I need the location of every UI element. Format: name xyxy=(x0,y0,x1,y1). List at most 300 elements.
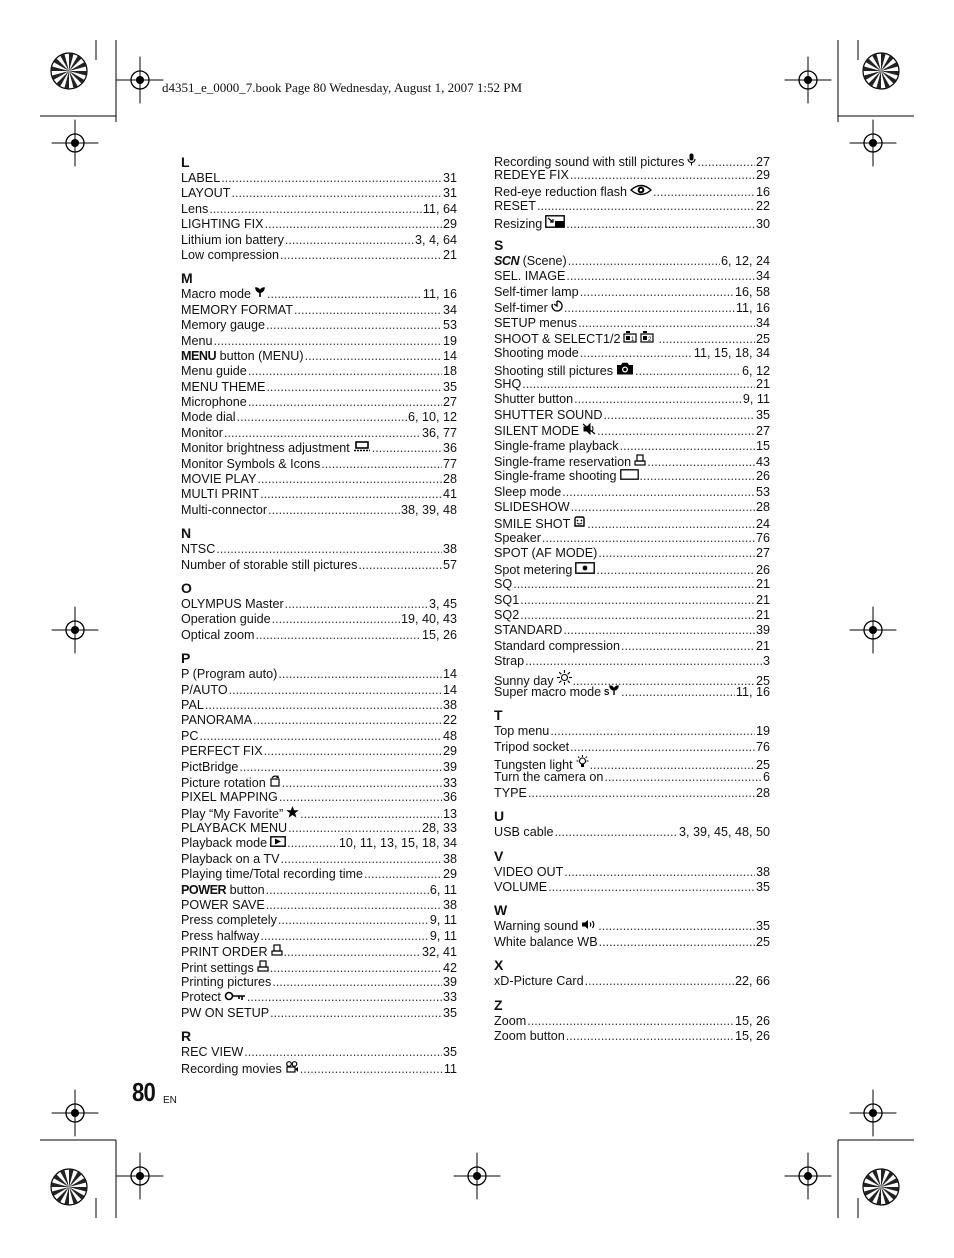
index-pages: 27 xyxy=(755,546,770,561)
index-entry-layout xyxy=(181,186,457,201)
index-pages: 27 xyxy=(755,155,770,169)
print-order-icon xyxy=(257,960,269,976)
index-entry-standard-compression xyxy=(494,639,770,654)
index-letter-heading-u: U xyxy=(494,808,505,825)
index-term: xD-Picture Card xyxy=(494,974,584,989)
index-entry-p-program-auto xyxy=(181,667,457,682)
index-pages: 36 xyxy=(442,790,457,805)
index-term: SETUP menus xyxy=(494,315,578,330)
index-entry-shoot-select1-2 xyxy=(494,331,770,346)
index-entry-speaker xyxy=(494,531,770,546)
monitor-brightness-icon xyxy=(353,441,371,456)
dot-leader xyxy=(568,254,720,269)
index-entry-print-order xyxy=(181,944,457,959)
index-entry-sel-image xyxy=(494,269,770,284)
dot-leader xyxy=(527,1014,734,1029)
silent-icon xyxy=(582,423,596,439)
dot-leader xyxy=(294,303,442,318)
index-pages: 25 xyxy=(755,934,770,949)
index-term: PIXEL MAPPING xyxy=(181,790,278,805)
index-entry-tripod-socket xyxy=(494,740,770,755)
page-number: 80 xyxy=(132,1077,155,1107)
page-language-code: EN xyxy=(163,1095,177,1106)
index-entry-pw-on-setup xyxy=(181,1006,457,1021)
index-pages: 22 xyxy=(442,713,457,728)
index-letter-heading-z: Z xyxy=(494,996,503,1013)
svg-text:2: 2 xyxy=(648,336,652,343)
index-pages: 11, 16 xyxy=(735,301,770,316)
dot-leader xyxy=(566,217,755,232)
index-term: Tungsten light xyxy=(494,758,573,773)
index-term: REC VIEW xyxy=(181,1045,244,1060)
index-entry-zoom xyxy=(494,1014,770,1029)
dot-leader xyxy=(321,457,442,472)
index-term: Macro mode xyxy=(181,287,251,302)
dot-leader xyxy=(266,898,442,913)
index-letter-heading-o: O xyxy=(181,579,192,596)
dot-leader xyxy=(603,408,755,423)
index-term: SCN (Scene) xyxy=(494,253,567,268)
index-pages: 16 xyxy=(755,184,770,199)
index-term: PC xyxy=(181,728,199,743)
index-entry-spot-af-mode xyxy=(494,546,770,561)
index-letter-heading-n: N xyxy=(181,525,192,542)
dot-leader xyxy=(300,807,442,822)
dot-leader xyxy=(266,883,429,898)
dot-leader xyxy=(587,517,755,532)
dot-leader xyxy=(528,786,755,801)
index-pages: 3, 39, 45, 48, 50 xyxy=(678,825,770,840)
index-term: Playback mode xyxy=(181,836,268,851)
index-term: PAL xyxy=(181,697,204,712)
index-entry-sq1 xyxy=(494,593,770,608)
index-pages: 9, 11 xyxy=(429,913,457,928)
dot-leader xyxy=(537,199,755,214)
index-pages: 21 xyxy=(755,577,770,592)
index-pages: 35 xyxy=(755,919,770,934)
index-term: Recording movies xyxy=(181,1061,282,1076)
index-term: TYPE xyxy=(494,785,527,800)
index-term: Shooting still pictures xyxy=(494,363,614,378)
index-term: Memory gauge xyxy=(181,318,265,333)
dot-leader xyxy=(566,1029,734,1044)
resize-icon xyxy=(545,215,565,232)
index-pages: 6, 12 xyxy=(741,363,770,378)
index-term: SPOT (AF MODE) xyxy=(494,546,598,561)
index-pages: 16, 58 xyxy=(734,284,770,299)
index-term: STANDARD xyxy=(494,623,563,638)
dot-leader xyxy=(266,380,442,395)
index-pages: 21 xyxy=(755,592,770,607)
index-pages: 11 xyxy=(443,1061,457,1076)
index-pages: 9, 11 xyxy=(742,392,770,407)
registration-crosshair xyxy=(52,1090,99,1137)
index-entry-xd-picture-card xyxy=(494,974,770,989)
index-entry-volume xyxy=(494,880,770,895)
index-pages: 6, 11 xyxy=(429,882,457,897)
index-term: Play “My Favorite” xyxy=(181,806,284,821)
dot-leader xyxy=(640,469,755,484)
index-term: Warning sound xyxy=(494,919,579,934)
index-entry-memory-format xyxy=(181,303,457,318)
index-pages: 28 xyxy=(755,500,770,515)
index-entry-setup-menus xyxy=(494,316,770,331)
index-term: SLIDESHOW xyxy=(494,500,570,515)
index-letter-heading-s: S xyxy=(494,236,504,253)
index-pages: 15, 26 xyxy=(734,1013,770,1028)
index-entry-top-menu xyxy=(494,724,770,739)
index-pages: 22, 66 xyxy=(734,974,770,989)
dot-leader xyxy=(239,760,442,775)
index-entry-resizing xyxy=(494,215,770,230)
index-entry-sq xyxy=(494,577,770,592)
dot-leader xyxy=(513,577,755,592)
index-letter-heading-p: P xyxy=(181,650,191,667)
index-pages: 38 xyxy=(442,697,457,712)
index-pages: 24 xyxy=(755,516,770,531)
dot-leader xyxy=(224,426,421,441)
index-pages: 38 xyxy=(442,898,457,913)
index-term: Self-timer xyxy=(494,301,548,316)
index-term: SQ1 xyxy=(494,592,520,607)
index-term: Shooting mode xyxy=(494,346,579,361)
index-pages: 30 xyxy=(755,216,770,231)
index-entry-reset xyxy=(494,199,770,214)
print-order-icon xyxy=(271,944,283,960)
dot-leader xyxy=(548,880,755,895)
index-letter-heading-t: T xyxy=(494,707,503,724)
index-pages: 53 xyxy=(755,484,770,499)
index-term: Monitor Symbols & Icons xyxy=(181,456,321,471)
registration-crosshair xyxy=(117,57,164,104)
index-pages: 26 xyxy=(755,562,770,577)
dot-leader xyxy=(278,913,429,928)
index-term: Single-frame reservation xyxy=(494,455,632,470)
dot-leader xyxy=(564,865,755,880)
registration-starburst xyxy=(51,1169,87,1205)
index-pages: 34 xyxy=(755,315,770,330)
index-pages: 19 xyxy=(442,333,457,348)
index-entry-menu-guide xyxy=(181,364,457,379)
index-term: P (Program auto) xyxy=(181,667,278,682)
macro-icon xyxy=(254,287,266,302)
index-pages: 35 xyxy=(755,407,770,422)
registration-starburst xyxy=(51,53,87,89)
dot-leader xyxy=(260,487,442,502)
index-pages: 39 xyxy=(442,759,457,774)
index-term: SMILE SHOT xyxy=(494,516,571,531)
index-pages: 32, 41 xyxy=(421,945,457,960)
index-entry-monitor-symbols-icons xyxy=(181,457,457,472)
index-term: Super macro mode xyxy=(494,684,602,699)
index-term: Tripod socket xyxy=(494,739,570,754)
index-pages: 21 xyxy=(755,377,770,392)
index-entry-single-frame-shooting xyxy=(494,469,770,484)
index-pages: 33 xyxy=(442,775,457,790)
index-term: Monitor brightness adjustment xyxy=(181,441,350,456)
dot-leader xyxy=(570,168,755,183)
registration-crosshair xyxy=(52,120,99,167)
index-term: PictBridge xyxy=(181,759,239,774)
dot-leader xyxy=(542,531,755,546)
dot-leader xyxy=(272,975,442,990)
index-entry-picture-rotation xyxy=(181,775,457,790)
dot-leader xyxy=(237,410,407,425)
playback-icon xyxy=(270,836,286,851)
index-letter-heading-v: V xyxy=(494,847,504,864)
index-term: Protect xyxy=(181,990,221,1005)
index-pages: 48 xyxy=(442,728,457,743)
dot-leader xyxy=(364,867,442,882)
index-entry-rec-view xyxy=(181,1045,457,1060)
dot-leader xyxy=(555,825,678,840)
dot-leader xyxy=(570,740,755,755)
index-pages: 35 xyxy=(755,880,770,895)
print-order-icon xyxy=(634,454,646,470)
index-letter-heading-l: L xyxy=(181,154,190,170)
index-term: White balance WB xyxy=(494,934,598,949)
index-entry-recording-sound-with-still-pictures xyxy=(494,153,770,168)
index-entry-menu-theme xyxy=(181,380,457,395)
dot-leader xyxy=(279,790,442,805)
dot-leader xyxy=(566,269,755,284)
index-entry-red-eye-reduction-flash xyxy=(494,184,770,199)
index-column-right xyxy=(494,153,770,1044)
index-entry-pc xyxy=(181,729,457,744)
index-pages: 35 xyxy=(442,379,457,394)
index-term: SEL. IMAGE xyxy=(494,269,566,284)
index-pages: 25 xyxy=(755,673,770,688)
index-pages: 39 xyxy=(442,974,457,989)
index-pages: 14 xyxy=(442,348,457,363)
index-pages: 15 xyxy=(755,438,770,453)
index-pages: 76 xyxy=(755,530,770,545)
index-entry-monitor-brightness-adjustment xyxy=(181,441,457,456)
index-entry-menu-button-menu xyxy=(181,349,457,364)
index-term: VOLUME xyxy=(494,880,548,895)
smile-shot-icon xyxy=(573,516,586,532)
index-term: Optical zoom xyxy=(181,627,255,642)
index-entry-tungsten-light xyxy=(494,755,770,773)
index-term: Single-frame playback xyxy=(494,438,619,453)
registration-starburst xyxy=(863,53,899,89)
index-term: Menu guide xyxy=(181,364,247,379)
index-letter-heading-x: X xyxy=(494,957,504,974)
index-pages: 25 xyxy=(755,758,770,773)
dot-leader xyxy=(284,945,421,960)
star-icon xyxy=(286,806,299,822)
dot-leader xyxy=(264,744,442,759)
index-term: Sunny day xyxy=(494,673,554,688)
index-entry-press-halfway xyxy=(181,929,457,944)
index-entry-ntsc xyxy=(181,542,457,557)
index-term: Playing time/Total recording time xyxy=(181,867,363,882)
dot-leader xyxy=(372,441,442,456)
index-term: OLYMPUS Master xyxy=(181,596,284,611)
index-term: PERFECT FIX xyxy=(181,744,263,759)
dot-leader xyxy=(285,597,428,612)
index-term: MENU button (MENU) xyxy=(181,348,304,363)
index-entry-warning-sound xyxy=(494,919,770,934)
index-term: Operation guide xyxy=(181,612,271,627)
index-pages: 26 xyxy=(755,469,770,484)
dot-leader xyxy=(564,301,735,316)
index-pages: 28, 33 xyxy=(421,821,457,836)
index-entry-playback-on-a-tv xyxy=(181,852,457,867)
index-pages: 29 xyxy=(442,744,457,759)
index-entry-playing-time-total-recording-time xyxy=(181,867,457,882)
dot-leader xyxy=(256,628,421,643)
index-pages: 13 xyxy=(442,806,457,821)
index-term: LIGHTING FIX xyxy=(181,217,264,232)
index-pages: 19, 40, 43 xyxy=(400,612,457,627)
index-entry-standard xyxy=(494,623,770,638)
index-entry-self-timer-lamp xyxy=(494,285,770,300)
index-entry-memory-gauge xyxy=(181,318,457,333)
dot-leader xyxy=(653,185,755,200)
index-entry-play-my-favorite xyxy=(181,806,457,821)
index-pages: 11, 64 xyxy=(422,201,457,216)
index-term: Red-eye reduction flash xyxy=(494,184,628,199)
index-pages: 38 xyxy=(442,542,457,557)
index-pages: 9, 11 xyxy=(429,928,457,943)
svg-text:1: 1 xyxy=(631,336,635,343)
index-pages: 11, 16 xyxy=(422,287,457,302)
index-pages: 33 xyxy=(442,990,457,1005)
index-term: Print settings xyxy=(181,960,254,975)
index-term: MOVIE PLAY xyxy=(181,472,257,487)
index-term: SQ xyxy=(494,577,513,592)
index-term: Playback on a TV xyxy=(181,851,280,866)
dot-leader xyxy=(585,974,734,989)
index-pages: 31 xyxy=(442,186,457,201)
index-term: Microphone xyxy=(181,395,247,410)
index-entry-optical-zoom xyxy=(181,628,457,643)
index-term: Lithium ion battery xyxy=(181,232,284,247)
index-entry-spot-metering xyxy=(494,562,770,577)
index-entry-pal xyxy=(181,698,457,713)
dot-leader xyxy=(266,318,442,333)
registration-crosshair xyxy=(850,607,897,654)
index-term: Lens xyxy=(181,201,209,216)
spot-metering-icon xyxy=(575,562,595,578)
dot-leader xyxy=(248,395,442,410)
index-pages: 34 xyxy=(442,302,457,317)
dot-leader xyxy=(580,285,734,300)
index-pages: 6, 12, 24 xyxy=(720,253,770,268)
index-pages: 6 xyxy=(762,770,770,785)
index-pages: 29 xyxy=(755,168,770,183)
index-term: VIDEO OUT xyxy=(494,864,564,879)
index-entry-low-compression xyxy=(181,248,457,263)
index-pages: 19 xyxy=(755,724,770,739)
index-entry-menu xyxy=(181,334,457,349)
index-term: SHUTTER SOUND xyxy=(494,407,603,422)
dot-leader xyxy=(358,558,442,573)
index-term: Shutter button xyxy=(494,392,574,407)
index-pages: 29 xyxy=(442,217,457,232)
index-pages: 31 xyxy=(442,171,457,185)
index-term: PRINT ORDER xyxy=(181,945,268,960)
index-entry-sunny-day xyxy=(494,670,770,688)
index-term: USB cable xyxy=(494,825,554,840)
index-entry-monitor xyxy=(181,426,457,441)
index-entry-printing-pictures xyxy=(181,975,457,990)
dot-leader xyxy=(280,852,442,867)
dot-leader xyxy=(270,1006,442,1021)
registration-starburst xyxy=(863,1169,899,1205)
index-entry-smile-shot xyxy=(494,516,770,531)
index-entry-power-save xyxy=(181,898,457,913)
index-pages: 15, 26 xyxy=(421,627,457,642)
index-term: Standard compression xyxy=(494,638,621,653)
index-term: Multi-connector xyxy=(181,502,268,517)
index-entry-panorama xyxy=(181,713,457,728)
registration-crosshair xyxy=(52,607,99,654)
index-pages: 28 xyxy=(755,785,770,800)
dot-leader xyxy=(520,593,755,608)
index-entry-single-frame-playback xyxy=(494,439,770,454)
index-entry-olympus-master xyxy=(181,597,457,612)
dot-leader xyxy=(288,821,421,836)
index-entry-playback-mode xyxy=(181,836,457,851)
dot-leader xyxy=(272,612,400,627)
index-term: Number of storable still pictures xyxy=(181,557,358,572)
index-pages: 38, 39, 48 xyxy=(400,502,457,517)
index-pages: 38 xyxy=(442,851,457,866)
index-entry-lighting-fix xyxy=(181,217,457,232)
dot-leader xyxy=(525,654,762,669)
index-entry-pictbridge xyxy=(181,760,457,775)
index-term: MEMORY FORMAT xyxy=(181,302,293,317)
index-entry-microphone xyxy=(181,395,457,410)
index-pages: 3, 4, 64 xyxy=(414,232,457,247)
index-entry-lithium-ion-battery xyxy=(181,233,457,248)
dot-leader xyxy=(580,346,693,361)
dot-leader xyxy=(621,685,735,700)
index-entry-redeye-fix xyxy=(494,168,770,183)
dot-leader xyxy=(597,424,755,439)
index-term: Printing pictures xyxy=(181,974,272,989)
index-pages: 77 xyxy=(442,456,457,471)
index-pages: 41 xyxy=(442,487,457,502)
index-pages: 53 xyxy=(442,318,457,333)
index-pages: 27 xyxy=(442,395,457,410)
index-pages: 11, 16 xyxy=(735,684,770,699)
index-term: Zoom button xyxy=(494,1028,565,1043)
index-term: Press halfway xyxy=(181,928,260,943)
index-entry-label xyxy=(181,171,457,186)
dot-leader xyxy=(596,563,755,578)
index-entry-macro-mode xyxy=(181,287,457,302)
svg-text:S: S xyxy=(604,687,610,696)
index-entry-movie-play xyxy=(181,472,457,487)
index-term: Single-frame shooting xyxy=(494,469,617,484)
index-entry-protect xyxy=(181,990,457,1005)
index-term: POWER button xyxy=(181,882,265,897)
dot-leader xyxy=(229,683,442,698)
index-pages: 22 xyxy=(755,199,770,214)
dot-leader xyxy=(578,316,755,331)
index-letter-heading-m: M xyxy=(181,270,193,287)
dot-leader xyxy=(520,608,755,623)
index-entry-operation-guide xyxy=(181,612,457,627)
index-term: Menu xyxy=(181,333,213,348)
dot-leader xyxy=(214,334,442,349)
index-entry-type xyxy=(494,786,770,801)
index-pages: 36, 77 xyxy=(421,425,457,440)
dot-leader xyxy=(205,698,442,713)
